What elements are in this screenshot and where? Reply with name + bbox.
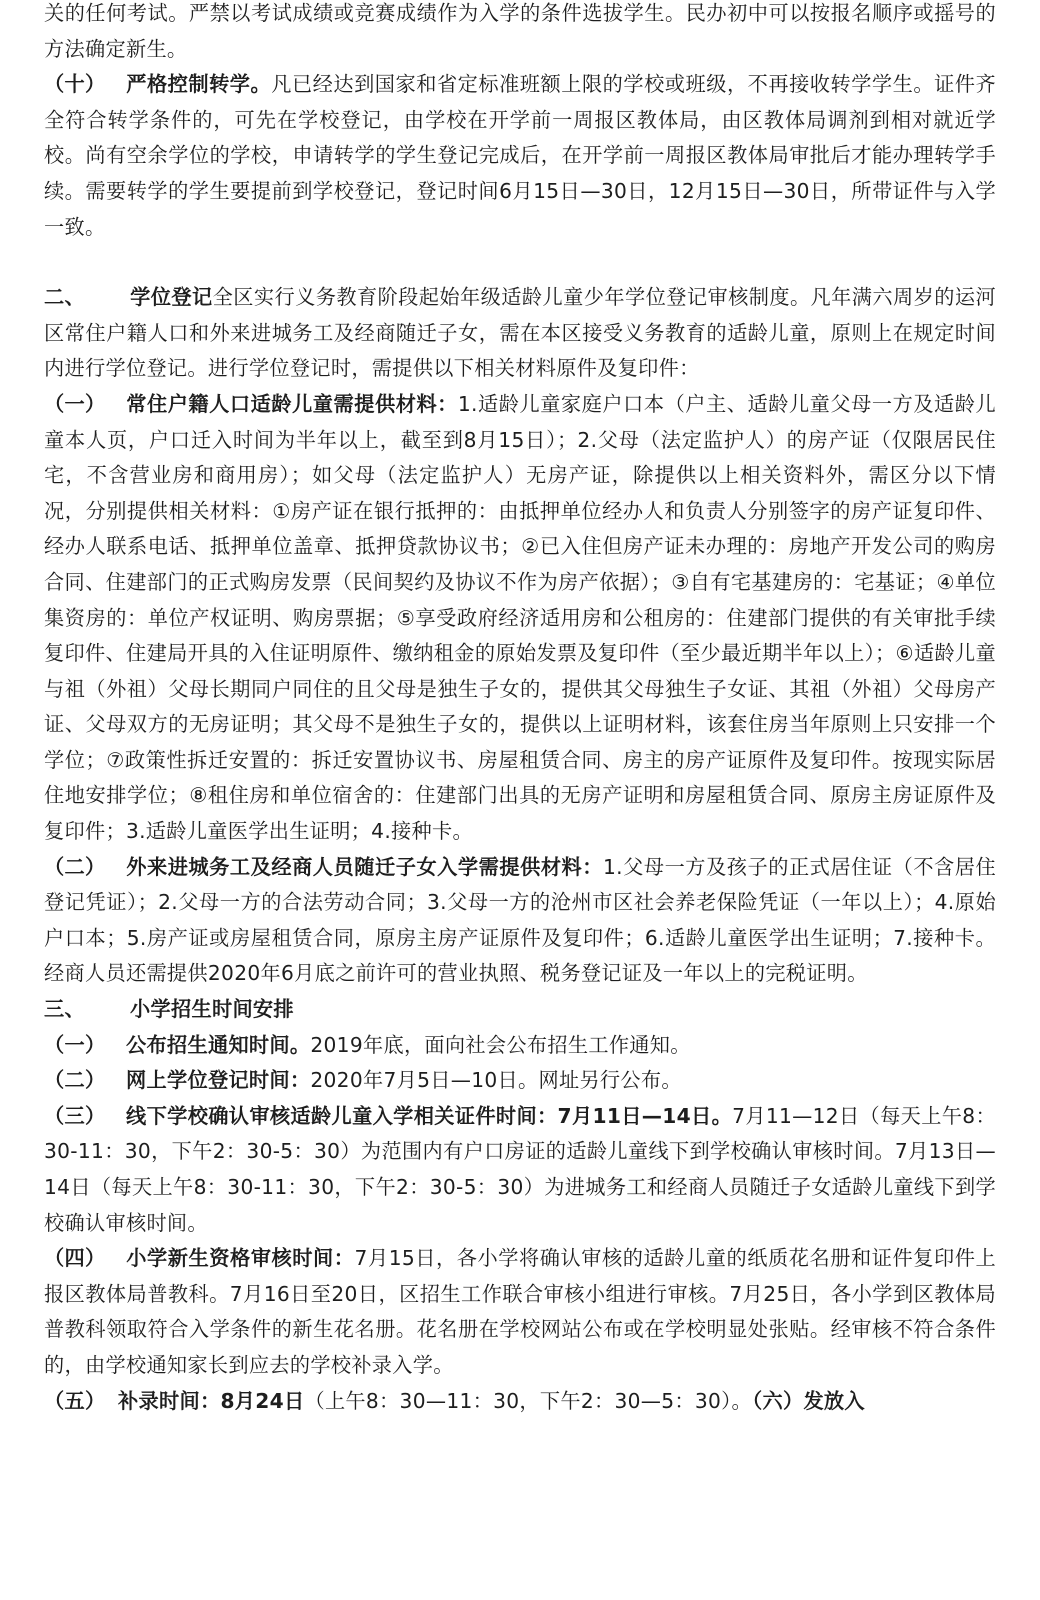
paragraph-text: 2020年7月5日—10日。网址另行公布。 (310, 1068, 682, 1093)
item-number: （一） (44, 1032, 106, 1057)
paragraph-qualification-review (44, 1241, 996, 1383)
paragraph-migrant-materials (44, 850, 996, 992)
item-number: （二） (44, 854, 106, 879)
paragraph-text: 7月11—12日（每天上午8：30-11：30，下午2：30-5：30）为范围内有户口房证的适龄儿童线下到学校确认审核时间。7月13日—14日（每天上午8：30-11：30，下午2：30-5：30）为进城务工和经商人员随迁子女适龄儿童线下到学校确认审核时间。 (44, 1103, 996, 1235)
section-heading: 小学招生时间安排 (130, 997, 294, 1022)
paragraph (44, 0, 996, 67)
item-number: （四） (44, 1246, 106, 1271)
paragraph-online-registration (44, 1063, 996, 1099)
item-heading: 小学新生资格审核时间： (126, 1246, 355, 1271)
item-heading: 严格控制转学。 (126, 72, 272, 97)
item-heading: 发放入 (803, 1388, 865, 1413)
paragraph-resident-materials (44, 387, 996, 850)
item-number: （六） (752, 1388, 804, 1413)
paragraph-text: 凡已经达到国家和省定标准班额上限的学校或班级，不再接收转学学生。证件齐全符合转学条件的，可先在学校登记，由学校在开学前一周报区教体局，由区教体局调剂到相对就近学校。尚有空余学位的学校，申请转学的学生登记完成后，在开学前一周报区教体局审批后才能办理转学手续。需要转学的学生要提前到学校登记，登记时间6月15日—30日，12月15日—30日，所带证件与入学一致。 (44, 72, 996, 239)
paragraph-text: 1.适龄儿童家庭户口本（户主、适龄儿童父母一方及适龄儿童本人页，户口迁入时间为半年以上，截至到8月15日）；2.父母（法定监护人）的房产证（仅限居民住宅，不含营业房和商用房）；如父母（法定监护人）无房产证，除提供以上相关资料外，需区分以下情况，分别提供相关材料：①房产证在银行抵押的：由抵押单位经办人和负责人分别签字的房产证复印件、经办人联系电话、抵押单位盖章、抵押贷款协议书；②已入住但房产证未办理的：房地产开发公司的购房合同、住建部门的正式购房发票（民间契约及协议不作为房产依据）；③自有宅基建房的：宅基证；④单位集资房的：单位产权证明、购房票据；⑤享受政府经济适用房和公租房的：住建部门提供的有关审批手续复印件、住建局开具的入住证明原件、缴纳租金的原始发票及复印件（至少最近期半年以上）；⑥适龄儿童与祖（外祖）父母长期同户同住的且父母是独生子女的，提供其父母独生子女证、其祖（外祖）父母房产证、父母双方的无房证明；其父母不是独生子女的，提供以上证明材料，该套住房当年原则上只安排一个学位；⑦政策性拆迁安置的：拆迁安置协议书、房屋租赁合同、房主的房产证原件及复印件。按现实际居住地安排学位；⑧租住房和单位宿舍的：住建部门出具的无房产证明和房屋租赁合同、原房主房证原件及复印件；3.适龄儿童医学出生证明；4.接种卡。 (44, 391, 996, 844)
section-schedule (44, 992, 996, 1028)
item-heading: 网上学位登记时间： (126, 1068, 311, 1093)
paragraph-text: 7月15日，各小学将确认审核的适龄儿童的纸质花名册和证件复印件上报区教体局普教科。7月16日至20日，区招生工作联合审核小组进行审核。7月25日，各小学到区教体局普教科领取符合入学条件的新生花名册。花名册在学校网站公布或在学校明显处张贴。经审核不符合条件的，由学校通知家长到应去的学校补录入学。 (44, 1246, 996, 1377)
section-number: 二、 (44, 285, 85, 310)
paragraph-text: 1.父母一方及孩子的正式居住证（不含居住登记凭证）；2.父母一方的合法劳动合同；3.父母一方的沧州市区社会养老保险凭证（一年以上）；4.原始户口本；5.房产证或房屋租赁合同，原房主房产证原件及复印件；6.适龄儿童医学出生证明；7.接种卡。经商人员还需提供2020年6月底之前许可的营业执照、税务登记证及一年以上的完税证明。 (44, 854, 996, 986)
item-heading: 公布招生通知时间。 (126, 1032, 311, 1057)
paragraph-gap (44, 245, 996, 280)
item-number: （三） (44, 1103, 106, 1128)
item-heading: 外来进城务工及经商人员随迁子女入学需提供材料： (126, 854, 604, 879)
item-number: （五） (44, 1388, 106, 1413)
paragraph-text: （上午8：30—11：30，下午2：30—5：30）。 (304, 1388, 753, 1413)
paragraph-text: 关的任何考试。严禁以考试成绩或竞赛成绩作为入学的条件选拔学生。民办初中可以按报名顺序或摇号的方法确定新生。 (44, 1, 996, 61)
paragraph-supplementary (44, 1384, 996, 1420)
paragraph-text: 2019年底，面向社会公布招生工作通知。 (310, 1032, 691, 1057)
section-number: 三、 (44, 997, 85, 1022)
paragraph-offline-review (44, 1099, 996, 1241)
item-heading: 补录时间：8月24日 (118, 1388, 305, 1413)
section-registration (44, 280, 996, 387)
item-heading: 线下学校确认审核适龄儿童入学相关证件时间：7月11日—14日。 (126, 1103, 733, 1128)
item-heading: 常住户籍人口适龄儿童需提供材料： (126, 391, 458, 416)
paragraph-transfer (44, 67, 996, 245)
section-heading: 学位登记 (130, 285, 213, 310)
document-page (44, 0, 996, 1419)
item-number: （一） (44, 391, 106, 416)
item-number: （二） (44, 1068, 106, 1093)
paragraph-text: 全区实行义务教育阶段起始年级适龄儿童少年学位登记审核制度。凡年满六周岁的运河区常住户籍人口和外来进城务工及经商随迁子女，需在本区接受义务教育的适龄儿童，原则上在规定时间内进行学位登记。进行学位登记时，需提供以下相关材料原件及复印件： (44, 285, 996, 381)
paragraph-notice-time (44, 1028, 996, 1064)
item-number: （十） (44, 72, 106, 97)
